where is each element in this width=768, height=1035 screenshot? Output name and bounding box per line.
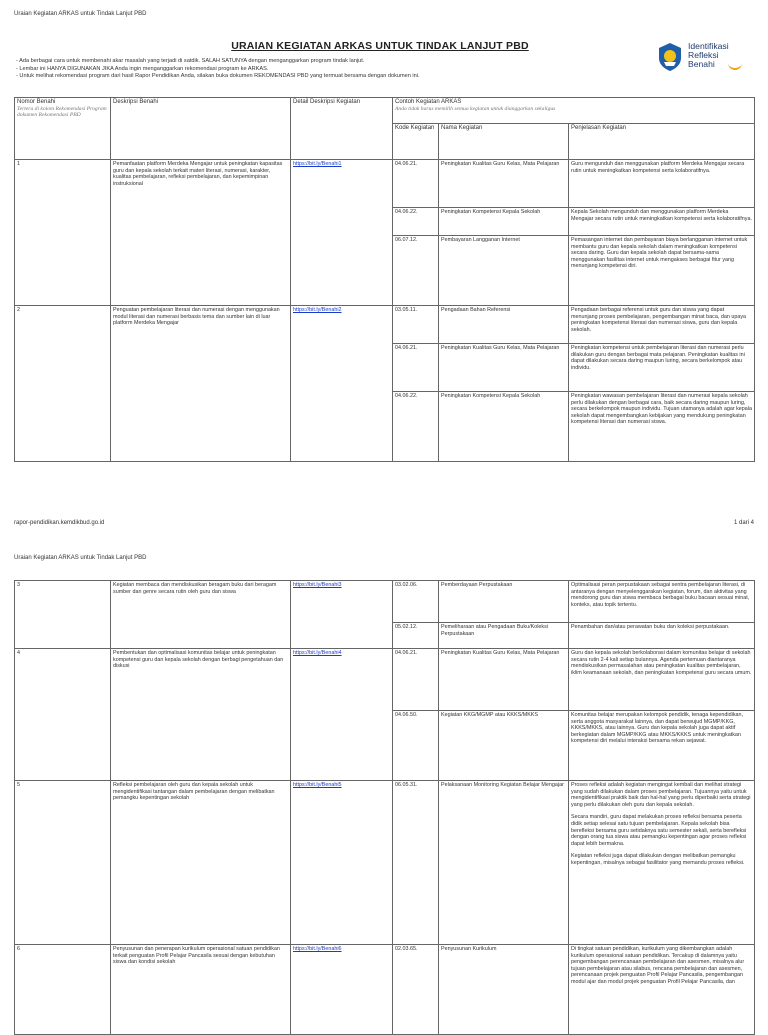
benahi-description: Penguatan pembelajaran literasi dan numerasi dengan menggunakan modul literasi dan numerasi berbasis tema dan sumber lain di luar platform Merdeka Mengajar: [111, 306, 291, 462]
penjelasan-cell: Optimalisasi peran perpustakaan sebagai sentra pembelajaran literasi, di antaranya dengan menyelenggarakan kegiatan, forum, dan aktivitas yang mendorong guru dan siswa membaca berbagai buku bacaan sesuai minat, konteks, atau topik tertentu.: [569, 581, 755, 623]
benahi-link-cell: [291, 649, 393, 781]
col-contoh: [393, 98, 755, 124]
activity-table-page2: [14, 580, 755, 1035]
table-row: [15, 160, 755, 208]
benahi-number: 3: [15, 581, 111, 649]
logo-line: Refleksi: [688, 50, 719, 61]
nama-cell: Pengadaan Bahan Referensi: [439, 306, 569, 344]
footer-url: rapor-pendidikan.kemdikbud.go.id: [14, 520, 105, 526]
kode-cell: 04.06.50.: [393, 711, 439, 781]
nama-cell: Pelaksanaan Monitoring Kegiatan Belajar Mengajar: [439, 781, 569, 945]
logo-line: Benahi: [688, 59, 715, 70]
benahi-number: 5: [15, 781, 111, 945]
penjelasan-paragraph: Secara mandiri, guru dapat melakukan proses refleksi bersama peserta didik setiap selesai satu tujuan pembelajaran. Kepala sekolah bisa berefleksi bersama guru setidaknya satu semester sekali, serta berefleksi dengan orang tua siswa atau pemangku kepentingan agar proses refleksi dapat lebih bermakna.: [571, 814, 747, 847]
benahi-link-cell: [291, 781, 393, 945]
benahi-number: 4: [15, 649, 111, 781]
note-line: - Ada berbagai cara untuk membenahi akar masalah yang terjadi di satdik. SALAH SATUNYA dengan menganggarkan program tindak lanjut.: [16, 58, 365, 64]
logo: [656, 40, 756, 82]
nama-cell: Peningkatan Kualitas Guru Kelas, Mata Pelajaran: [439, 344, 569, 392]
note-line: - Lembar ini HANYA DIGUNAKAN JIKA Anda ingin menganggarkan rekomendasi program ke ARKAS.: [16, 65, 269, 72]
page-header: Uraian Kegiatan ARKAS untuk Tindak Lanjut PBD: [14, 555, 147, 561]
nama-cell: Pemberdayaan Perpustakaan: [439, 581, 569, 623]
penjelasan-cell: Guru mengunduh dan menggunakan platform Merdeka Mengajar secara rutin untuk meningkatkan kompetensi serta kolaboratifnya.: [569, 160, 755, 208]
page-header: Uraian Kegiatan ARKAS untuk Tindak Lanjut PBD: [14, 11, 147, 17]
nama-cell: Peningkatan Kualitas Guru Kelas, Mata Pelajaran: [439, 160, 569, 208]
logo-underline-icon: [728, 62, 742, 70]
header-hint: Anda tidak harus memilih semua kegiatan untuk dianggarkan sekaligus: [395, 105, 556, 112]
penjelasan-cell: Pengadaan berbagai referensi untuk guru dan siswa yang dapat menunjang proses pembelajaran, pengembangan minat baca, dan upaya peningkatan kompetensi literasi dan numerasi siswa, guru dan kepala sekolah.: [569, 306, 755, 344]
header-label: Contoh Kegiatan ARKAS: [395, 99, 462, 105]
kode-cell: 04.06.21.: [393, 344, 439, 392]
note-line: - Untuk melihat rekomendasi program dari hasil Rapor Pendidikan Anda, silakan buka dokumen REKOMENDASI PBD yang termuat bersama dengan dokumen ini.: [16, 73, 420, 80]
table-row: [15, 581, 755, 623]
benahi-link[interactable]: https://bit.ly/Benahi1: [293, 161, 342, 167]
kode-cell: 05.02.12.: [393, 623, 439, 649]
penjelasan-cell: Peningkatan wawasan pembelajaran literasi dan numerasi kepala sekolah perlu dilakukan dengan berbagai cara, baik secara daring maupun luring, secara berkelompok maupun individu. Tujuan utamanya adalah agar kepala sekolah dapat mengembangkan kebijakan yang mendukung peningkatan kompetensi literasi dan numerasi siswa.: [569, 392, 755, 462]
penjelasan-cell: Kepala Sekolah mengunduh dan menggunakan platform Merdeka Mengajar secara rutin untuk meningkatkan kompetensi serta kolaboratifnya.: [569, 208, 755, 236]
nama-cell: Kegiatan KKG/MGMP atau KKKS/MKKS: [439, 711, 569, 781]
penjelasan-cell: Penambahan dan/atau perawatan buku dan koleksi perpustakaan.: [569, 623, 755, 649]
benahi-number: 2: [15, 306, 111, 462]
benahi-description: Kegiatan membaca dan mendiskusikan beragam buku dari beragam sumber dan genre secara rutin oleh guru dan siswa: [111, 581, 291, 649]
benahi-number: 6: [15, 945, 111, 1035]
penjelasan-cell: Pemasangan internet dan pembayaran biaya berlangganan internet untuk membantu guru dan kepala sekolah dalam meningkatkan kompetensi secara daring. Guru dan kepala sekolah dapat bersama-sama menggunakan fasilitas internet untuk mengakses berbagai fitur yang menunjang kompetensi diri.: [569, 236, 755, 306]
benahi-link[interactable]: https://bit.ly/Benahi5: [293, 782, 342, 788]
nama-cell: Peningkatan Kompetensi Kepala Sekolah: [439, 208, 569, 236]
col-nomor: [15, 98, 111, 160]
header-label: Nomor Benahi: [17, 99, 56, 105]
table-row: [15, 306, 755, 344]
penjelasan-paragraph: Kegiatan refleksi juga dapat dilakukan dengan melibatkan pemangku kepentingan, misalnya sebagai fasilitator yang memandu proses refleksi.: [571, 853, 745, 866]
nama-cell: Peningkatan Kualitas Guru Kelas, Mata Pelajaran: [439, 649, 569, 711]
kode-cell: 06.05.31.: [393, 781, 439, 945]
kode-cell: 02.03.65.: [393, 945, 439, 1035]
page-title: URAIAN KEGIATAN ARKAS UNTUK TINDAK LANJUT PBD: [231, 40, 529, 52]
benahi-link[interactable]: https://bit.ly/Benahi2: [293, 307, 342, 313]
col-deskripsi: Deskripsi Benahi: [111, 98, 291, 160]
benahi-link-cell: [291, 160, 393, 306]
table-row: [15, 781, 755, 945]
benahi-description: Penyusunan dan penerapan kurikulum operasional satuan pendidikan terkait penguatan Profil Pelajar Pancasila sesuai dengan kebutuhan siswa dan kondisi sekolah: [111, 945, 291, 1035]
penjelasan-cell: Peningkatan kompetensi untuk pembelajaran literasi dan numerasi perlu dilakukan guru dengan berbagai mata pelajaran. Peningkatan kualitas ini dapat dilakukan secara daring maupun luring, secara berkelompok atau individu.: [569, 344, 755, 392]
penjelasan-cell: Di tingkat satuan pendidikan, kurikulum yang dikembangkan adalah kurikulum operasional satuan pendidikan. Tercakup di dalamnya yaitu pengembangan perencanaan pembelajaran dan asesmen, misalnya alur tujuan pembelajaran atau silabus, rencana pembelajaran dan asesmen, perencanaan projek penguatan Profil Pelajar Pancasila, pengembangan modul ajar dan modul projek penguatan Profil Pelajar Pancasila, dan: [569, 945, 755, 1035]
col-detail: Detail Deskripsi Kegiatan: [291, 98, 393, 160]
benahi-link-cell: [291, 306, 393, 462]
benahi-description: Pemanfaatan platform Merdeka Mengajar untuk peningkatan kapasitas guru dan kepala sekolah terkait materi literasi, numerasi, karakter, kualitas pembelajaran, refleksi pembelajaran, dan kepemimpinan instruksional: [111, 160, 291, 306]
benahi-link[interactable]: https://bit.ly/Benahi3: [293, 582, 342, 588]
kode-cell: 04.06.22.: [393, 392, 439, 462]
benahi-description: Pembentukan dan optimalisasi komunitas belajar untuk peningkatan kompetensi guru dan kepala sekolah dengan berbagi pengetahuan dan diskusi: [111, 649, 291, 781]
kode-cell: 06.07.12.: [393, 236, 439, 306]
benahi-link[interactable]: https://bit.ly/Benahi4: [293, 650, 342, 656]
nama-cell: Pembayaran Langganan Internet: [439, 236, 569, 306]
nama-cell: Pemeliharaan atau Pengadaan Buku/Koleksi Perpustakaan: [439, 623, 569, 649]
header-hint: Tertera di kolom Rekomendasi Program dokumen Rekomendasi PBD: [17, 105, 107, 119]
benahi-link-cell: [291, 945, 393, 1035]
benahi-link[interactable]: https://bit.ly/Benahi6: [293, 946, 342, 952]
col-kode: Kode Kegiatan: [393, 124, 439, 160]
page-number: 1 dari 4: [733, 520, 754, 526]
col-penjelasan: Penjelasan Kegiatan: [569, 124, 755, 160]
penjelasan-cell: [569, 781, 755, 945]
notes: [16, 58, 636, 81]
benahi-number: 1: [15, 160, 111, 306]
nama-cell: Penyusunan Kurikulum: [439, 945, 569, 1035]
col-nama: Nama Kegiatan: [439, 124, 569, 160]
nama-cell: Peningkatan Kompetensi Kepala Sekolah: [439, 392, 569, 462]
penjelasan-cell: Guru dan kepala sekolah berkolaborasi dalam komunitas belajar di sekolah secara rutin 2-4 kali setiap bulannya. Agenda pertemuan diantaranya mendiskusikan permasalahan atau peningkatan kualitas pembelajaran, iklim keamanaan sekolah, dan peningkatan kompetensi guru secara umum.: [569, 649, 755, 711]
benahi-link-cell: [291, 581, 393, 649]
table-row: [15, 945, 755, 1035]
logo-text: [688, 42, 729, 70]
penjelasan-cell: Komunitas belajar merupakan kelompok pendidik, tenaga kependidikan, serta anggota masyarakat lainnya, dan dapat berwujud MGMP/KKG, KKKS/MKKS, atau lainnya. Guru dan kepala sekolah juga dapat aktif berkegiatan dalam MGMP/KKG atau MKKS/KKKS untuk meningkatkan kompetensi diri melalui interaksi bersama rekan sejawat.: [569, 711, 755, 781]
activity-table-page1: [14, 97, 755, 462]
benahi-description: Refleksi pembelajaran oleh guru dan kepala sekolah untuk mengidentifikasi tantangan dalam pembelajaran dengan melibatkan pemangku kepentingan sekolah: [111, 781, 291, 945]
kode-cell: 04.06.22.: [393, 208, 439, 236]
penjelasan-paragraph: Proses refleksi adalah kegiatan mengingat kembali dan melihat strategi yang sudah dilakukan dalam proses pembelajaran. Tujuannya yaitu untuk mengidentifikasi praktik baik dan hal-hal yang perlu diperbaiki serta strategi yang perlu dilakukan oleh guru dan kepala sekolah.: [571, 782, 751, 808]
logo-line: Identifikasi: [688, 41, 729, 51]
table-row: [15, 649, 755, 711]
kode-cell: 03.02.06.: [393, 581, 439, 623]
kode-cell: 04.06.21.: [393, 160, 439, 208]
kode-cell: 03.05.11.: [393, 306, 439, 344]
kode-cell: 04.06.21.: [393, 649, 439, 711]
logo-emblem-icon: [656, 42, 684, 72]
